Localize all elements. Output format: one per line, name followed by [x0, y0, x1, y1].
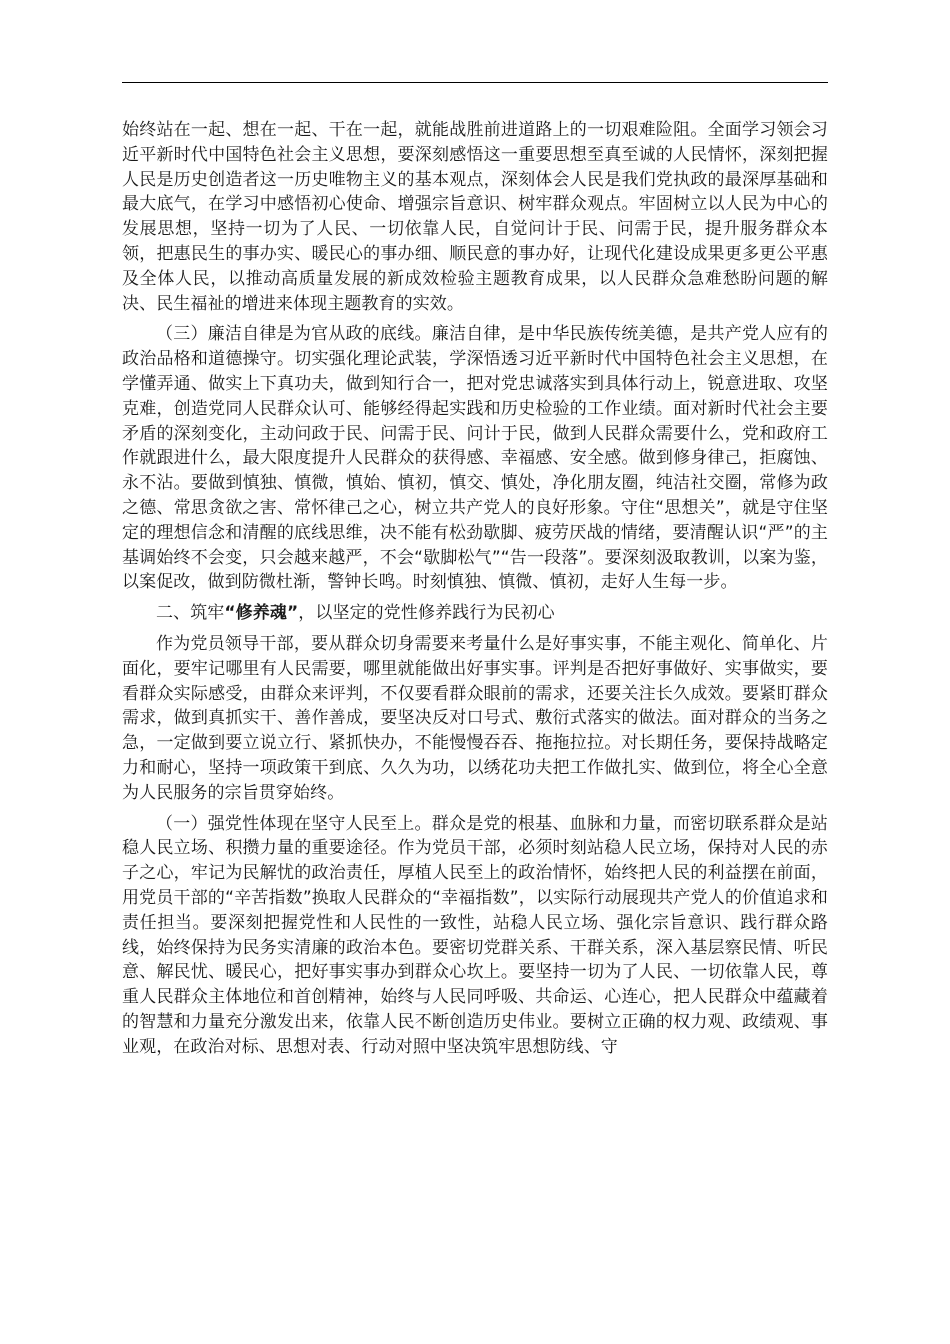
- paragraph-continued: 始终站在一起、想在一起、干在一起，就能战胜前进道路上的一切艰难险阻。全面学习领会习近平新时代中国特色社会主义思想，要深刻感悟这一重要思想至真至诚的人民情怀，深刻把握人民是历史创造者这一历史唯物主义的基本观点，深刻体会人民是我们党执政的最深厚基础和最大底气，在学习中感悟初心使命、增强宗旨意识、树牢群众观点。牢固树立以人民为中心的发展思想，坚持一切为了人民、一切依靠人民，自觉问计于民、问需于民，提升服务群众本领，把惠民生的事办实、暖民心的事办细、顺民意的事办好，让现代化建设成果更多更公平惠及全体人民，以推动高质量发展的新成效检验主题教育成果，以人民群众急难愁盼问题的解决、民生福祉的增进来体现主题教育的实效。: [122, 120, 828, 314]
- paragraph-cadre-duty: 作为党员领导干部，要从群众切身需要来考量什么是好事实事，不能主观化、简单化、片面化，要牢记哪里有人民需要，哪里就能做出好事实事。评判是否把好事做好、实事做实，要看群众实际感受，由群众来评判，不仅要看群众眼前的需求，还要关注长久成效。要紧盯群众需求，做到真抓实干、善作善成，要坚决反对口号式、敷衍式落实的做法。面对群众的当务之急，一定做到要立说立行、紧抓快办，不能慢慢吞吞、拖拖拉拉。对长期任务，要保持战略定力和耐心，坚持一项政策干到底、久久为功，以绣花功夫把工作做扎实、做到位，将全心全意为人民服务的宗旨贯穿始终。: [122, 633, 828, 803]
- header-rule: [122, 82, 828, 83]
- paragraph-section-3-integrity: （三）廉洁自律是为官从政的底线。廉洁自律，是中华民族传统美德，是共产党人应有的政治品格和道德操守。切实强化理论武装，学深悟透习近平新时代中国特色社会主义思想，在学懂弄通、做实上下真功夫，做到知行合一，把对党忠诚落实到具体行动上，锐意进取、攻坚克难，创造党同人民群众认可、能够经得起实践和历史检验的工作业绩。面对新时代社会主要矛盾的深刻变化，主动问政于民、问需于民、问计于民，做到人民群众需要什么，党和政府工作就跟进什么，最大限度提升人民群众的获得感、幸福感、安全感。做到修身律己，拒腐蚀、永不沾。要做到慎独、慎微，慎始、慎初，慎交、慎处，净化朋友圈，纯洁社交圈，常修为政之德、常思贪欲之害、常怀律己之心，树立共产党人的良好形象。守住“思想关”，就是守住坚定的理想信念和清醒的底线思维，决不能有松劲歇脚、疲劳厌战的情绪，要清醒认识“严”的主基调始终不会变，只会越来越严，不会“歇脚松气”“告一段落”。要深刻汲取教训，以案为鉴，以案促改，做到防微杜渐，警钟长鸣。时刻慎独、慎微、慎初，走好人生每一步。: [122, 324, 828, 593]
- section-heading-2: [122, 601, 828, 626]
- heading-text-after: ，以坚定的党性修养践行为民初心: [298, 603, 555, 624]
- paragraph-section-1-party-spirit: （一）强党性体现在坚守人民至上。群众是党的根基、血脉和力量，而密切联系群众是站稳人民立场、积攒力量的重要途径。作为党员干部，必须时刻站稳人民立场，保持对人民的赤子之心，牢记为民解忧的政治责任，厚植人民至上的政治情怀，始终把人民的利益摆在前面，用党员干部的“辛苦指数”换取人民群众的“幸福指数”，以实际行动展现共产党人的价值追求和责任担当。要深刻把握党性和人民性的一致性，站稳人民立场、强化宗旨意识、践行群众路线，始终保持为民务实清廉的政治本色。要密切党群关系、干群关系，深入基层察民情、听民意、解民忧、暖民心，把好事实事办到群众心坎上。要坚持一切为了人民、一切依靠人民，尊重人民群众主体地位和首创精神，始终与人民同呼吸、共命运、心连心，把人民群众中蕴藏着的智慧和力量充分激发出来，依靠人民不断创造历史伟业。要树立正确的权力观、政绩观、事业观，在政治对标、思想对表、行动对照中坚决筑牢思想防线、守: [122, 813, 828, 1057]
- heading-text-before: 二、筑牢: [156, 603, 225, 624]
- document-body: [122, 118, 828, 1065]
- heading-text-bold: “修养魂”: [224, 603, 299, 624]
